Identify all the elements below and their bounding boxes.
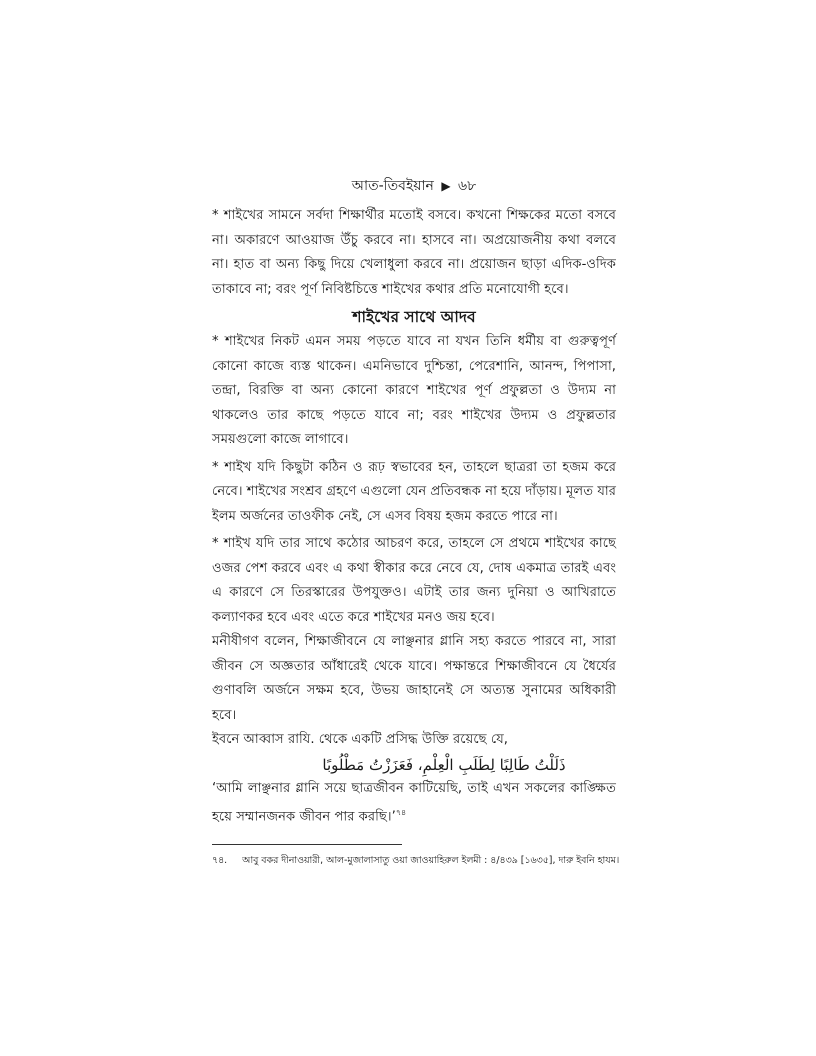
paragraph-sitting-etiquette: * শাইখের সামনে সর্বদা শিক্ষার্থীর মতোই বসবে। কখনো শিক্ষকের মতো বসবে না। অকারণে আওয়াজ উঁচু করবে না। হাসবে না। অপ্রয়োজনীয় কথা বলবে না। হাত বা অন্য কিছু দিয়ে খেলাধুলা করবে না। প্রয়োজন ছাড়া এদিক-ওদিক তাকাবে না; বরং পূর্ণ নিবিষ্টচিত্তে শাইখের কথার প্রতি মনোযোগী হবে। — [212, 208, 616, 297]
footnote — [212, 853, 620, 869]
paragraph-translation — [212, 777, 616, 830]
footnote-number: ৭৪. — [212, 854, 228, 866]
translation-text: ‘আমি লাঞ্ছনার গ্লানি সয়ে ছাত্রজীবন কাটিয়েছি, তাই এখন সকলের কাঙ্ক্ষিত হয়ে সম্মানজনক জীবন পার করছি।’ — [212, 780, 616, 825]
paragraph-scholars-say: মনীষীগণ বলেন, শিক্ষাজীবনে যে লাঞ্ছনার গ্লানি সহ্য করতে পারবে না, সারা জীবন সে অজ্ঞতার আঁধারেই থেকে যাবে। পক্ষান্তরে শিক্ষাজীবনে যে ধৈর্যের গুণাবলি অর্জনে সক্ষম হবে, উভয় জাহানেই সে অত্যন্ত সুনামের অধিকারী হবে। — [212, 634, 616, 723]
section-heading: শাইখের সাথে আদব — [352, 308, 476, 326]
footnote-ref: ৭৪ — [395, 808, 407, 817]
arabic-quote: ذَلَلْتُ طَالِبًا لِطَلَبِ الْعِلْمِ، فَعَزَزْتُ مَطْلُوبًا — [322, 755, 566, 774]
book-page — [212, 176, 620, 869]
running-header — [212, 176, 616, 196]
footnote-divider — [212, 844, 402, 845]
paragraph-harsh-treatment: * শাইখ যদি তার সাথে কঠোর আচরণ করে, তাহলে সে প্রথমে শাইখের কাছে ওজর পেশ করবে এবং এ কথা স্বীকার করে নেবে যে, দোষ একমাত্র তারই এবং এ কারণে সে তিরস্কারের উপযুক্তও। এটাই তার জন্য দুনিয়া ও আখিরাতে কল্যাণকর হবে এবং এতে করে শাইখের মনও জয় হবে। — [212, 536, 616, 625]
arrow-icon: ▶ — [441, 179, 451, 193]
paragraph-ibn-abbas: ইবনে আব্বাস রাযি. থেকে একটি প্রসিদ্ধ উক্তি রয়েছে যে, — [212, 732, 508, 747]
paragraph-timing: * শাইখের নিকট এমন সময় পড়তে যাবে না যখন তিনি ধর্মীয় বা গুরুত্বপূর্ণ কোনো কাজে ব্যস্ত থাকেন। এমনিভাবে দুশ্চিন্তা, পেরেশানি, আনন্দ, পিপাসা, তন্দ্রা, বিরক্তি বা অন্য কোনো কারণে শাইখের পূর্ণ প্রফুল্লতা ও উদ্যম না থাকলেও তার কাছে পড়তে যাবে না; বরং শাইখের উদ্যম ও প্রফুল্লতার সময়গুলো কাজে লাগাবে। — [212, 334, 616, 447]
footnote-text: আবু বকর দীনাওয়ারী, আল-মুজালাসাতু ওয়া জাওয়াহিরুল ইলমী : ৪/৪৩৯ [১৬৩৫], দারু ইবনি হাযম। — [242, 854, 620, 866]
book-title: আত-তিবইয়ান — [351, 178, 434, 194]
page-number: ৬৮ — [458, 178, 477, 194]
paragraph-harsh-nature: * শাইখ যদি কিছুটা কঠিন ও রূঢ় স্বভাবের হন, তাহলে ছাত্ররা তা হজম করে নেবে। শাইখের সংশ্রব গ্রহণে এগুলো যেন প্রতিবন্ধক না হয়ে দাঁড়ায়। মূলত যার ইলম অর্জনের তাওফীক নেই, সে এসব বিষয় হজম করতে পারে না। — [212, 459, 616, 524]
